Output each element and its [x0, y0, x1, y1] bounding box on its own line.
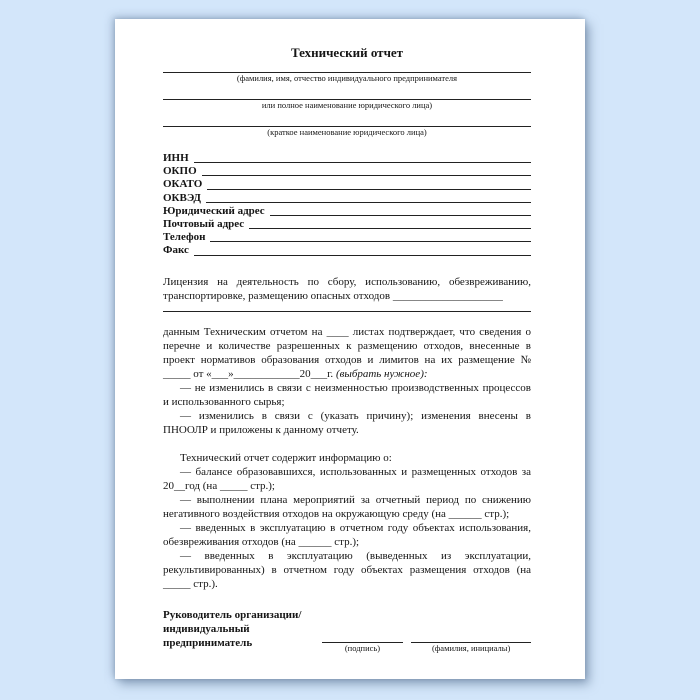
signature-line	[411, 608, 531, 643]
field-label: Телефон	[163, 231, 206, 244]
form-field-row	[163, 165, 531, 178]
signature-role-line: индивидуальный	[163, 622, 250, 635]
contents-item: — выполнении плана мероприятий за отчетный период по снижению негативного воздействия отходов на окружающую среду (на ______ стр.);	[163, 493, 531, 520]
fill-in-line	[206, 202, 531, 203]
field-label: ОКАТО	[163, 178, 203, 191]
confirmation-text: данным Техническим отчетом на ____ листах подтверждает, что сведения о перечне и количестве разрешенных к размещению отходов, внесенные в проект нормативов образования отходов и лимитов на их размещение № _____ от «___»____________20___г.	[163, 325, 531, 380]
header-fill-in	[163, 125, 531, 138]
form-field-row	[163, 218, 531, 231]
fill-in-line	[207, 189, 531, 190]
field-label: ОКВЭД	[163, 191, 201, 204]
signature-role	[163, 608, 322, 654]
field-label: Юридический адрес	[163, 204, 265, 217]
field-label: ОКПО	[163, 165, 197, 178]
form-field-row	[163, 205, 531, 218]
confirmation-paragraph	[163, 325, 531, 381]
signature-line	[322, 608, 404, 643]
signature-block	[163, 608, 531, 654]
form-field-row	[163, 152, 531, 165]
requisites-field-list	[163, 152, 531, 258]
field-label: Факс	[163, 244, 189, 257]
field-label: Почтовый адрес	[163, 217, 245, 230]
document-title: Технический отчет	[290, 45, 404, 60]
signature-sign-column	[322, 608, 404, 654]
document-page	[115, 19, 585, 679]
license-paragraph: Лицензия на деятельность по сбору, использованию, обезвреживанию, транспортировке, размещению опасных отходов ____________________	[163, 275, 531, 302]
fill-in-line	[210, 241, 531, 242]
fill-in-line	[194, 255, 531, 256]
choice-item: — изменились в связи с (указать причину); изменения внесены в ПНООЛР и приложены к данному отчету.	[163, 409, 531, 436]
form-field-row	[163, 178, 531, 191]
fill-in-line	[202, 175, 531, 176]
signature-role-line: Руководитель организации/	[163, 608, 302, 621]
fill-in-line	[249, 228, 531, 229]
fill-in-caption: или полное наименование юридического лица)	[261, 100, 433, 110]
license-blank-line	[163, 303, 531, 312]
contents-heading: Технический отчет содержит информацию о:	[180, 451, 392, 464]
header-fill-in	[163, 98, 531, 111]
signature-name-column	[411, 608, 531, 654]
signature-caption: (подпись)	[344, 642, 381, 653]
signature-caption: (фамилия, инициалы)	[431, 642, 511, 653]
form-field-row	[163, 231, 531, 244]
form-field-row	[163, 192, 531, 205]
fill-in-line	[270, 215, 531, 216]
contents-item: — введенных в эксплуатацию в отчетном году объектах использования, обезвреживания отходов (на ______ стр.);	[163, 521, 531, 548]
form-field-row	[163, 244, 531, 257]
choice-item: — не изменились в связи с неизменностью производственных процессов и использованного сырья;	[163, 381, 531, 408]
contents-item: — введенных в эксплуатацию (выведенных из эксплуатации, рекультивированных) в отчетном году объектах размещения отходов (на _____ стр.).	[163, 549, 531, 590]
header-fill-in	[163, 71, 531, 84]
contents-item: — балансе образовавшихся, использованных и размещенных отходов за 20__год (на _____ стр.);	[163, 465, 531, 492]
fill-in-caption: (краткое наименование юридического лица)	[267, 127, 427, 137]
fill-in-caption: (фамилия, имя, отчество индивидуального предпринимателя	[236, 73, 458, 83]
signature-role-line: предприниматель	[163, 636, 253, 649]
field-label: ИНН	[163, 151, 189, 164]
confirmation-italic-note: (выбрать нужное):	[335, 367, 428, 380]
fill-in-line	[194, 162, 531, 163]
